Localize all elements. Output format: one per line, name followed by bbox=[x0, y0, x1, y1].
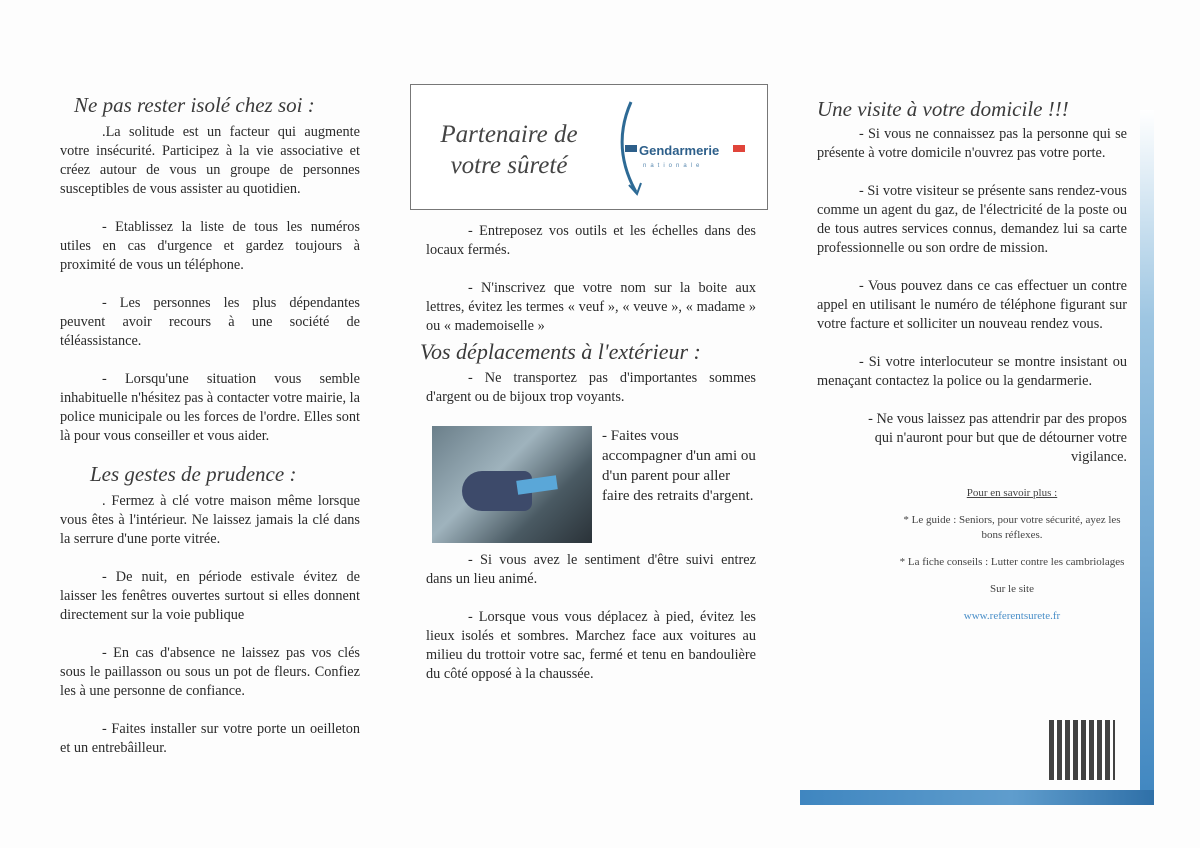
banner-title: Partenaire de votre sûreté bbox=[440, 121, 578, 179]
heading-deplacements: Vos déplacements à l'extérieur : bbox=[420, 339, 701, 364]
paragraph: - Si votre visiteur se présente sans rendez-vous comme un agent du gaz, de l'électricité de la poste ou de tous autres services connus, demandez lui sa carte professionnelle ou son ordre de mission. bbox=[817, 183, 1127, 256]
website-link[interactable]: www.referentsurete.fr bbox=[963, 610, 1061, 622]
paragraph: - Ne transportez pas d'importantes sommes d'argent ou de bijoux trop voyants. bbox=[426, 370, 756, 405]
frame-border-bottom bbox=[800, 790, 1154, 805]
column-right bbox=[817, 97, 1127, 636]
paragraph: - Vous pouvez dans ce cas effectuer un contre appel en utilisant le numéro de téléphone figurant sur votre facture et solliciter un nouveau rendez vous. bbox=[817, 278, 1127, 332]
paragraph: - Faites vous accompagner d'un ami ou d'un parent pour aller faire des retraits d'argent. bbox=[602, 428, 756, 504]
heading-prudence: Les gestes de prudence : bbox=[90, 462, 297, 486]
qr-code bbox=[1049, 720, 1115, 780]
paragraph: - En cas d'absence ne laissez pas vos clés sous le paillasson ou sous un pot de fleurs. Confiez les à une personne de confiance. bbox=[60, 645, 360, 699]
paragraph: . Fermez à clé votre maison même lorsque vous êtes à l'intérieur. Ne laissez jamais la clé dans la serrure d'une porte vitrée. bbox=[60, 493, 360, 547]
atm-photo bbox=[432, 426, 592, 543]
paragraph: - Entreposez vos outils et les échelles dans des locaux fermés. bbox=[426, 223, 756, 258]
paragraph: - Si votre interlocuteur se montre insistant ou menaçant contactez la police ou la gendarmerie. bbox=[817, 354, 1127, 389]
paragraph: - Lorsqu'une situation vous semble inhabituelle n'hésitez pas à contacter votre mairie, la police municipale ou les forces de l'ordre. Elles sont là pour vous conseiller et vous aider. bbox=[60, 371, 360, 444]
paragraph: - Lorsque vous vous déplacez à pied, évitez les lieux isolés et sombres. Marchez face aux voitures au milieu du trottoir votre sac, fermé et tenu en bandoulière du côté opposé à la chaussée. bbox=[426, 609, 756, 682]
site-label: Sur le site bbox=[990, 583, 1034, 595]
paragraph: - Faites installer sur votre porte un oeilleton et un entrebâilleur. bbox=[60, 721, 360, 756]
frame-border-right bbox=[1140, 110, 1154, 805]
paragraph: - De nuit, en période estivale évitez de laisser les fenêtres ouvertes surtout si elles donnent directement sur la voie publique bbox=[60, 569, 360, 623]
logo-text: Gendarmerie bbox=[639, 143, 720, 158]
paragraph: - N'inscrivez que votre nom sur la boite aux lettres, évitez les termes « veuf », « veuve », « madame » ou « mademoiselle » bbox=[426, 280, 756, 334]
column-left bbox=[60, 93, 360, 777]
more-info-fiche: * La fiche conseils : Lutter contre les cambriolages bbox=[899, 556, 1125, 568]
paragraph: - Si vous avez le sentiment d'être suivi entrez dans un lieu animé. bbox=[426, 552, 756, 587]
more-info-title: Pour en savoir plus : bbox=[966, 487, 1058, 499]
paragraph: - Etablissez la liste de tous les numéros utiles en cas d'urgence et gardez toujours à proximité de vous un téléphone. bbox=[60, 219, 360, 273]
column-middle bbox=[420, 222, 756, 703]
partner-banner bbox=[410, 84, 768, 210]
paragraph: - Les personnes les plus dépendantes peuvent avoir recours à une société de téléassistance. bbox=[60, 295, 360, 349]
gendarmerie-logo bbox=[611, 97, 751, 197]
heading-visite: Une visite à votre domicile !!! bbox=[817, 97, 1069, 121]
paragraph: .La solitude est un facteur qui augmente votre insécurité. Participez à la vie associative et créez autour de vous un groupe de personnes susceptibles de vous assister au quotidien. bbox=[60, 124, 360, 197]
more-info-guide: * Le guide : Seniors, pour votre sécurité, ayez les bons réflexes. bbox=[903, 514, 1121, 541]
logo-subtext: nationale bbox=[643, 163, 704, 169]
heading-isolation: Ne pas rester isolé chez soi : bbox=[74, 93, 315, 117]
paragraph: - Si vous ne connaissez pas la personne qui se présente à votre domicile n'ouvrez pas votre porte. bbox=[817, 126, 1127, 161]
paragraph: - Ne vous laissez pas attendrir par des propos qui n'auront pour but que de détourner votre vigilance. bbox=[868, 411, 1127, 465]
